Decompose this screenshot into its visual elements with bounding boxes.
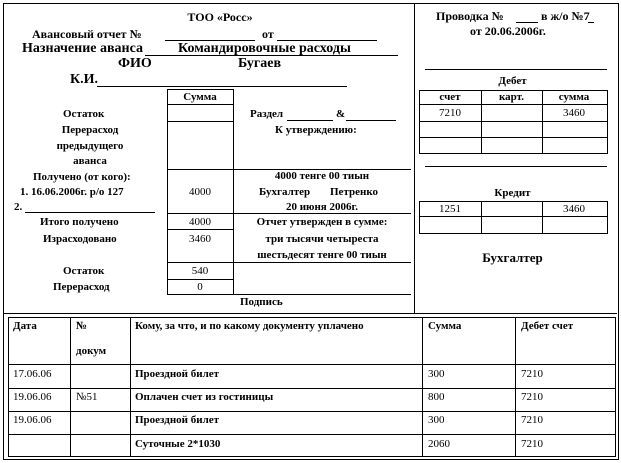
exp-row2-sum: 800 [428, 391, 445, 403]
total-received-value: 4000 [189, 216, 211, 228]
exp-row-line-1 [8, 364, 615, 365]
sum-spent-bottom [167, 262, 233, 263]
sum-header-bottom [167, 104, 233, 105]
exp-col-line-4 [515, 317, 516, 456]
ki-label: К.И. [70, 72, 99, 87]
razdel-amp: & [336, 108, 346, 120]
buh-label: Бухгалтер [259, 186, 311, 198]
kredit-row-line [419, 216, 607, 217]
kredit-col-line-1 [481, 201, 482, 233]
buh-footer: Бухгалтер [482, 250, 543, 265]
exp-header-debet: Дебет счет [521, 320, 574, 332]
from-label: от [262, 27, 274, 41]
provodka-title [436, 9, 504, 24]
exp-row3-date: 19.06.06 [13, 414, 52, 426]
spent-value: 3460 [189, 233, 211, 245]
exp-row3-desc: Проездной билет [135, 414, 220, 426]
exp-row2-debet: 7210 [521, 391, 543, 403]
purpose-value: Командировочные расходы [178, 41, 351, 56]
exp-row3-sum: 300 [428, 414, 445, 426]
sum-header: Сумма [183, 91, 217, 103]
received-line1: 1. 16.06.2006г. р/о 127 [20, 186, 124, 198]
org-name: ТОО «Росс» [187, 10, 253, 24]
exp-row2-date: 19.06.06 [13, 391, 52, 403]
approved-label: Отчет утвержден в сумме: [256, 216, 388, 228]
pereraskhod-prev-line2: предыдущего [56, 140, 124, 152]
sum-received-bottom [167, 213, 233, 214]
pereraskhod2-value: 0 [197, 281, 203, 293]
right-panel-divider [414, 3, 415, 313]
debet-header-account: счет [439, 91, 461, 103]
signature-line [233, 294, 411, 295]
report-title [32, 27, 142, 42]
exp-header-num-line2: докум [76, 345, 107, 357]
fio-value: Бугаев [238, 56, 282, 71]
received-line2-underline [25, 212, 155, 213]
exp-row2-desc: Оплачен счет из гостиницы [135, 391, 274, 403]
razdel-label: Раздел [250, 108, 284, 120]
sum-pereraskhod-bottom [167, 294, 233, 295]
debet-row-line-3 [419, 137, 607, 138]
sum-header-top [167, 89, 233, 90]
exp-row-line-4 [8, 434, 615, 435]
buh-name: Петренко [330, 186, 379, 198]
right-line-1 [425, 69, 607, 70]
debet-account: 7210 [439, 107, 461, 119]
ki-line [97, 86, 347, 87]
received-line1-amount: 4000 [189, 186, 211, 198]
debet-header-card: карт. [499, 91, 524, 103]
sum-total-bottom [167, 229, 233, 230]
debet-row-line-2 [419, 121, 607, 122]
kredit-account: 1251 [439, 203, 461, 215]
approved-words2: шестьдесят тенге 00 тиын [257, 249, 387, 261]
exp-header-num: № [76, 320, 88, 332]
signature-label: Подпись [240, 296, 283, 308]
exp-row3-debet: 7210 [521, 414, 543, 426]
debet-row-line-1 [419, 104, 607, 105]
fio-label: ФИО [118, 56, 152, 71]
ostatok2-value: 540 [191, 265, 209, 277]
mid-divider-2 [233, 213, 411, 214]
pereraskhod-prev-line1: Перерасход [61, 124, 119, 136]
exp-row4-debet: 7210 [521, 438, 543, 450]
report-label: Авансовый отчет № [32, 27, 142, 41]
received-line2: 2. [14, 201, 23, 213]
exp-row-line-2 [8, 388, 615, 389]
exp-row1-date: 17.06.06 [13, 368, 52, 380]
debet-header-sum: сумма [558, 91, 590, 103]
exp-row1-sum: 300 [428, 368, 445, 380]
exp-col-line-3 [422, 317, 423, 456]
provodka-number-line [516, 22, 538, 23]
exp-row1-debet: 7210 [521, 368, 543, 380]
purpose-label: Назначение аванса [22, 41, 143, 56]
exp-row4-desc: Суточные 2*1030 [135, 438, 221, 450]
expense-table [8, 317, 616, 457]
mid-divider-3 [233, 262, 411, 263]
sum-prev-bottom [167, 169, 233, 170]
exp-col-line-1 [70, 317, 71, 456]
provodka-suffix-line [588, 22, 594, 23]
sum-words: 4000 тенге 00 тиын [274, 170, 370, 182]
total-received-label: Итого получено [40, 216, 119, 228]
sum-ostatok-bottom [167, 121, 233, 122]
exp-header-desc: Кому, за что, и по какому документу уплачено [135, 320, 364, 332]
sum-ostatok2-bottom [167, 279, 233, 280]
received-label: Получено (от кого): [33, 171, 131, 183]
exp-row1-desc: Проездной билет [135, 368, 220, 380]
kredit-sum: 3460 [563, 203, 585, 215]
ostatok2-label: Остаток [63, 265, 105, 277]
razdel-line2 [346, 120, 396, 121]
ostatok-label: Остаток [63, 108, 105, 120]
razdel-line1 [287, 120, 333, 121]
debet-title: Дебет [498, 75, 527, 87]
provodka-label: Проводка № [436, 9, 504, 23]
bottom-section-divider [3, 313, 617, 314]
provodka-suffix: в ж/о №7 [541, 9, 590, 23]
pereraskhod2-label: Перерасход [53, 281, 110, 293]
spent-label: Израсходовано [43, 233, 117, 245]
exp-col-line-2 [130, 317, 131, 456]
k-utverzhdeniyu: К утверждению: [275, 124, 357, 136]
exp-row4-sum: 2060 [428, 438, 450, 450]
exp-row2-num: №51 [76, 391, 98, 403]
exp-row-line-3 [8, 411, 615, 412]
pereraskhod-prev-line3: аванса [73, 155, 107, 167]
kredit-title: Кредит [494, 187, 531, 199]
approved-words1: три тысячи четыреста [265, 233, 379, 245]
provodka-date: от 20.06.2006г. [470, 24, 546, 38]
right-line-2 [425, 166, 607, 167]
exp-header-sum: Сумма [428, 320, 462, 332]
approval-date: 20 июня 2006г. [285, 201, 359, 213]
exp-header-date: Дата [13, 320, 37, 332]
debet-sum: 3460 [563, 107, 585, 119]
